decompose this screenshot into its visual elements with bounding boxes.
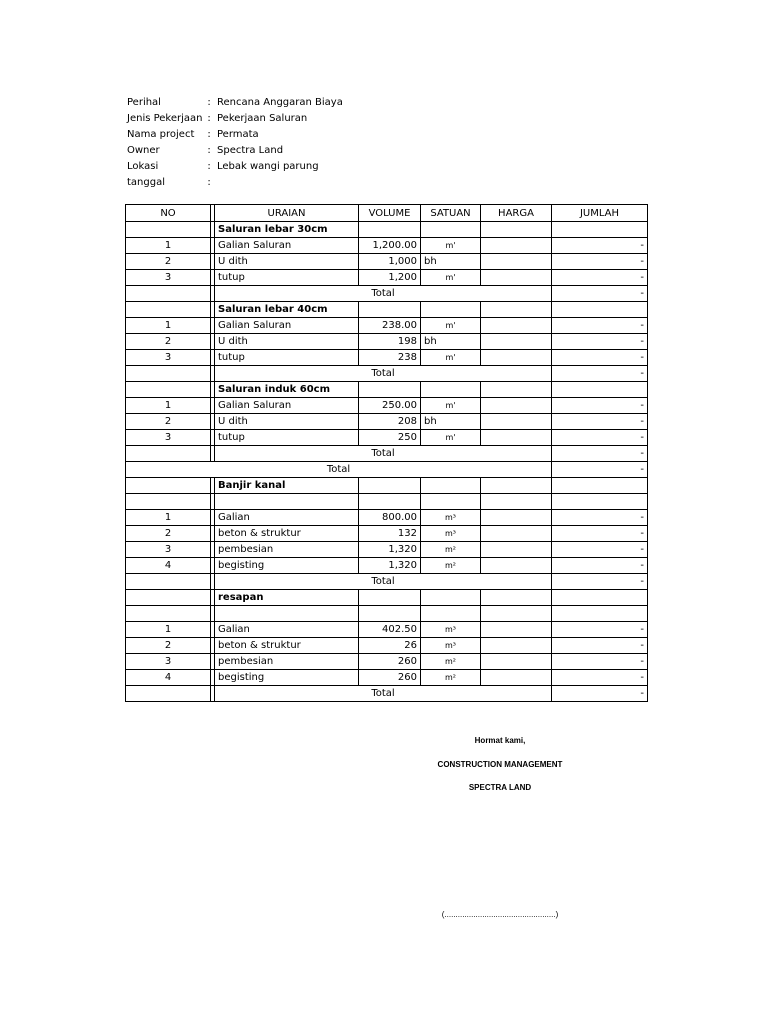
satuan-cell	[421, 302, 481, 318]
item-price	[481, 670, 552, 686]
item-no: 2	[126, 254, 211, 270]
blank-cell	[215, 606, 359, 622]
section-header-row	[126, 382, 648, 398]
header-uraian: URAIAN	[215, 205, 359, 222]
volume-cell	[359, 478, 421, 494]
satuan-cell	[421, 222, 481, 238]
meta-label: tanggal	[127, 176, 165, 188]
item-amount: -	[552, 430, 648, 446]
subtotal-label: Total	[215, 446, 552, 462]
item-unit: m²	[421, 654, 481, 670]
item-no: 1	[126, 238, 211, 254]
item-volume: 198	[359, 334, 421, 350]
blank-cell	[126, 606, 211, 622]
meta-colon: :	[207, 112, 211, 124]
section-title: Saluran induk 60cm	[215, 382, 359, 398]
item-description: begisting	[215, 558, 359, 574]
jumlah-cell	[552, 590, 648, 606]
item-price	[481, 558, 552, 574]
item-description: tutup	[215, 270, 359, 286]
item-volume: 238	[359, 350, 421, 366]
item-no: 3	[126, 350, 211, 366]
item-price	[481, 414, 552, 430]
section-no-cell	[126, 478, 211, 494]
item-amount: -	[552, 270, 648, 286]
item-price	[481, 270, 552, 286]
item-description: U dith	[215, 254, 359, 270]
item-unit: bh	[421, 414, 481, 430]
subtotal-no-cell	[126, 574, 211, 590]
section-title: resapan	[215, 590, 359, 606]
item-unit: m³	[421, 622, 481, 638]
jumlah-cell	[552, 302, 648, 318]
signature-company: SPECTRA LAND	[468, 783, 532, 792]
harga-cell	[481, 382, 552, 398]
item-price	[481, 526, 552, 542]
item-volume: 260	[359, 670, 421, 686]
grand-total-label: Total	[126, 462, 552, 478]
harga-cell	[481, 222, 552, 238]
item-price	[481, 510, 552, 526]
table-row	[126, 318, 648, 334]
blank-cell	[481, 606, 552, 622]
table-header-row	[126, 205, 648, 222]
item-unit: m'	[421, 318, 481, 334]
signature-greeting: Hormat kami,	[474, 736, 526, 745]
item-price	[481, 654, 552, 670]
item-volume: 238.00	[359, 318, 421, 334]
item-volume: 1,200	[359, 270, 421, 286]
item-description: U dith	[215, 414, 359, 430]
item-volume: 208	[359, 414, 421, 430]
table-row	[126, 430, 648, 446]
subtotal-row	[126, 446, 648, 462]
header-jumlah: JUMLAH	[552, 205, 648, 222]
table-row	[126, 254, 648, 270]
volume-cell	[359, 302, 421, 318]
meta-colon: :	[207, 128, 211, 140]
meta-value: Pekerjaan Saluran	[217, 112, 308, 124]
subtotal-value: -	[552, 446, 648, 462]
meta-colon: :	[207, 160, 211, 172]
section-header-row	[126, 222, 648, 238]
item-amount: -	[552, 622, 648, 638]
blank-cell	[126, 494, 211, 510]
item-unit: m'	[421, 270, 481, 286]
meta-colon: :	[207, 144, 211, 156]
subtotal-no-cell	[126, 446, 211, 462]
item-unit: m'	[421, 350, 481, 366]
item-price	[481, 398, 552, 414]
item-description: pembesian	[215, 542, 359, 558]
item-unit: m'	[421, 398, 481, 414]
meta-label: Owner	[127, 144, 160, 156]
meta-row	[127, 174, 343, 190]
blank-row	[126, 494, 648, 510]
header-harga: HARGA	[481, 205, 552, 222]
jumlah-cell	[552, 222, 648, 238]
subtotal-value: -	[552, 286, 648, 302]
signature-department: CONSTRUCTION MANAGEMENT	[437, 760, 563, 769]
item-volume: 1,000	[359, 254, 421, 270]
item-no: 1	[126, 398, 211, 414]
item-no: 2	[126, 638, 211, 654]
meta-row	[127, 94, 343, 110]
item-no: 3	[126, 654, 211, 670]
item-unit: m³	[421, 510, 481, 526]
section-header-row	[126, 478, 648, 494]
subtotal-row	[126, 686, 648, 702]
item-no: 3	[126, 270, 211, 286]
jumlah-cell	[552, 478, 648, 494]
item-unit: m'	[421, 430, 481, 446]
item-no: 1	[126, 622, 211, 638]
item-amount: -	[552, 654, 648, 670]
meta-row	[127, 142, 343, 158]
item-no: 4	[126, 558, 211, 574]
item-amount: -	[552, 542, 648, 558]
meta-label: Lokasi	[127, 160, 159, 172]
subtotal-label: Total	[215, 574, 552, 590]
volume-cell	[359, 382, 421, 398]
item-description: U dith	[215, 334, 359, 350]
item-volume: 250.00	[359, 398, 421, 414]
item-price	[481, 430, 552, 446]
item-amount: -	[552, 334, 648, 350]
jumlah-cell	[552, 382, 648, 398]
meta-label: Perihal	[127, 96, 161, 108]
item-volume: 402.50	[359, 622, 421, 638]
grand-total-value: -	[552, 462, 648, 478]
item-price	[481, 254, 552, 270]
table-row	[126, 334, 648, 350]
item-description: tutup	[215, 430, 359, 446]
table-row	[126, 638, 648, 654]
header-no: NO	[126, 205, 211, 222]
item-volume: 26	[359, 638, 421, 654]
item-unit: m²	[421, 558, 481, 574]
item-unit: bh	[421, 334, 481, 350]
subtotal-row	[126, 286, 648, 302]
item-description: begisting	[215, 670, 359, 686]
header-satuan: SATUAN	[421, 205, 481, 222]
item-unit: m²	[421, 542, 481, 558]
subtotal-no-cell	[126, 286, 211, 302]
item-description: Galian Saluran	[215, 398, 359, 414]
item-volume: 132	[359, 526, 421, 542]
item-no: 1	[126, 318, 211, 334]
item-amount: -	[552, 254, 648, 270]
subtotal-label: Total	[215, 286, 552, 302]
meta-label: Jenis Pekerjaan	[127, 112, 203, 124]
item-amount: -	[552, 238, 648, 254]
blank-cell	[359, 494, 421, 510]
item-amount: -	[552, 414, 648, 430]
item-amount: -	[552, 670, 648, 686]
item-no: 2	[126, 526, 211, 542]
item-amount: -	[552, 526, 648, 542]
section-header-row	[126, 302, 648, 318]
item-volume: 1,320	[359, 542, 421, 558]
item-amount: -	[552, 398, 648, 414]
blank-cell	[421, 606, 481, 622]
blank-cell	[215, 494, 359, 510]
table-row	[126, 270, 648, 286]
subtotal-value: -	[552, 574, 648, 590]
blank-cell	[481, 494, 552, 510]
item-description: beton & struktur	[215, 526, 359, 542]
section-no-cell	[126, 222, 211, 238]
item-unit: m³	[421, 638, 481, 654]
item-no: 1	[126, 510, 211, 526]
item-description: tutup	[215, 350, 359, 366]
item-volume: 800.00	[359, 510, 421, 526]
meta-value: Spectra Land	[217, 144, 284, 156]
section-header-row	[126, 590, 648, 606]
volume-cell	[359, 590, 421, 606]
table-row	[126, 526, 648, 542]
item-unit: m'	[421, 238, 481, 254]
subtotal-label: Total	[215, 686, 552, 702]
budget-table	[125, 204, 648, 702]
item-price	[481, 318, 552, 334]
item-unit: m²	[421, 670, 481, 686]
meta-value: Lebak wangi parung	[217, 160, 319, 172]
meta-row	[127, 126, 343, 142]
item-description: pembesian	[215, 654, 359, 670]
section-no-cell	[126, 590, 211, 606]
item-amount: -	[552, 318, 648, 334]
section-no-cell	[126, 302, 211, 318]
item-price	[481, 334, 552, 350]
item-no: 3	[126, 542, 211, 558]
section-title: Saluran lebar 30cm	[215, 222, 359, 238]
item-price	[481, 638, 552, 654]
subtotal-no-cell	[126, 366, 211, 382]
satuan-cell	[421, 382, 481, 398]
harga-cell	[481, 590, 552, 606]
item-amount: -	[552, 638, 648, 654]
subtotal-value: -	[552, 686, 648, 702]
item-volume: 1,200.00	[359, 238, 421, 254]
section-no-cell	[126, 382, 211, 398]
table-row	[126, 670, 648, 686]
meta-label: Nama project	[127, 128, 195, 140]
section-title: Saluran lebar 40cm	[215, 302, 359, 318]
meta-row	[127, 110, 343, 126]
item-amount: -	[552, 350, 648, 366]
volume-cell	[359, 222, 421, 238]
item-volume: 250	[359, 430, 421, 446]
item-volume: 260	[359, 654, 421, 670]
header-volume: VOLUME	[359, 205, 421, 222]
item-no: 3	[126, 430, 211, 446]
satuan-cell	[421, 478, 481, 494]
table-row	[126, 238, 648, 254]
section-title: Banjir kanal	[215, 478, 359, 494]
item-description: Galian	[215, 622, 359, 638]
blank-row	[126, 606, 648, 622]
item-description: Galian Saluran	[215, 318, 359, 334]
item-unit: bh	[421, 254, 481, 270]
meta-value: Rencana Anggaran Biaya	[217, 96, 343, 108]
item-amount: -	[552, 510, 648, 526]
item-description: Galian	[215, 510, 359, 526]
item-price	[481, 238, 552, 254]
meta-row	[127, 158, 343, 174]
table-row	[126, 414, 648, 430]
subtotal-no-cell	[126, 686, 211, 702]
document-meta	[127, 94, 343, 190]
blank-cell	[421, 494, 481, 510]
item-volume: 1,320	[359, 558, 421, 574]
blank-cell	[359, 606, 421, 622]
meta-colon: :	[207, 176, 211, 188]
item-price	[481, 542, 552, 558]
subtotal-value: -	[552, 366, 648, 382]
table-row	[126, 558, 648, 574]
item-no: 4	[126, 670, 211, 686]
table-row	[126, 622, 648, 638]
table-row	[126, 350, 648, 366]
item-description: beton & struktur	[215, 638, 359, 654]
subtotal-row	[126, 366, 648, 382]
grand-total-row	[126, 462, 648, 478]
subtotal-label: Total	[215, 366, 552, 382]
item-no: 2	[126, 414, 211, 430]
item-amount: -	[552, 558, 648, 574]
item-description: Galian Saluran	[215, 238, 359, 254]
table-row	[126, 542, 648, 558]
table-row	[126, 654, 648, 670]
item-unit: m³	[421, 526, 481, 542]
harga-cell	[481, 478, 552, 494]
satuan-cell	[421, 590, 481, 606]
item-no: 2	[126, 334, 211, 350]
subtotal-row	[126, 574, 648, 590]
blank-cell	[552, 494, 648, 510]
meta-colon: :	[207, 96, 211, 108]
meta-value: Permata	[217, 128, 259, 140]
table-row	[126, 398, 648, 414]
table-row	[126, 510, 648, 526]
item-price	[481, 350, 552, 366]
harga-cell	[481, 302, 552, 318]
signature-line: (..................................................)	[441, 910, 559, 919]
blank-cell	[552, 606, 648, 622]
item-price	[481, 622, 552, 638]
